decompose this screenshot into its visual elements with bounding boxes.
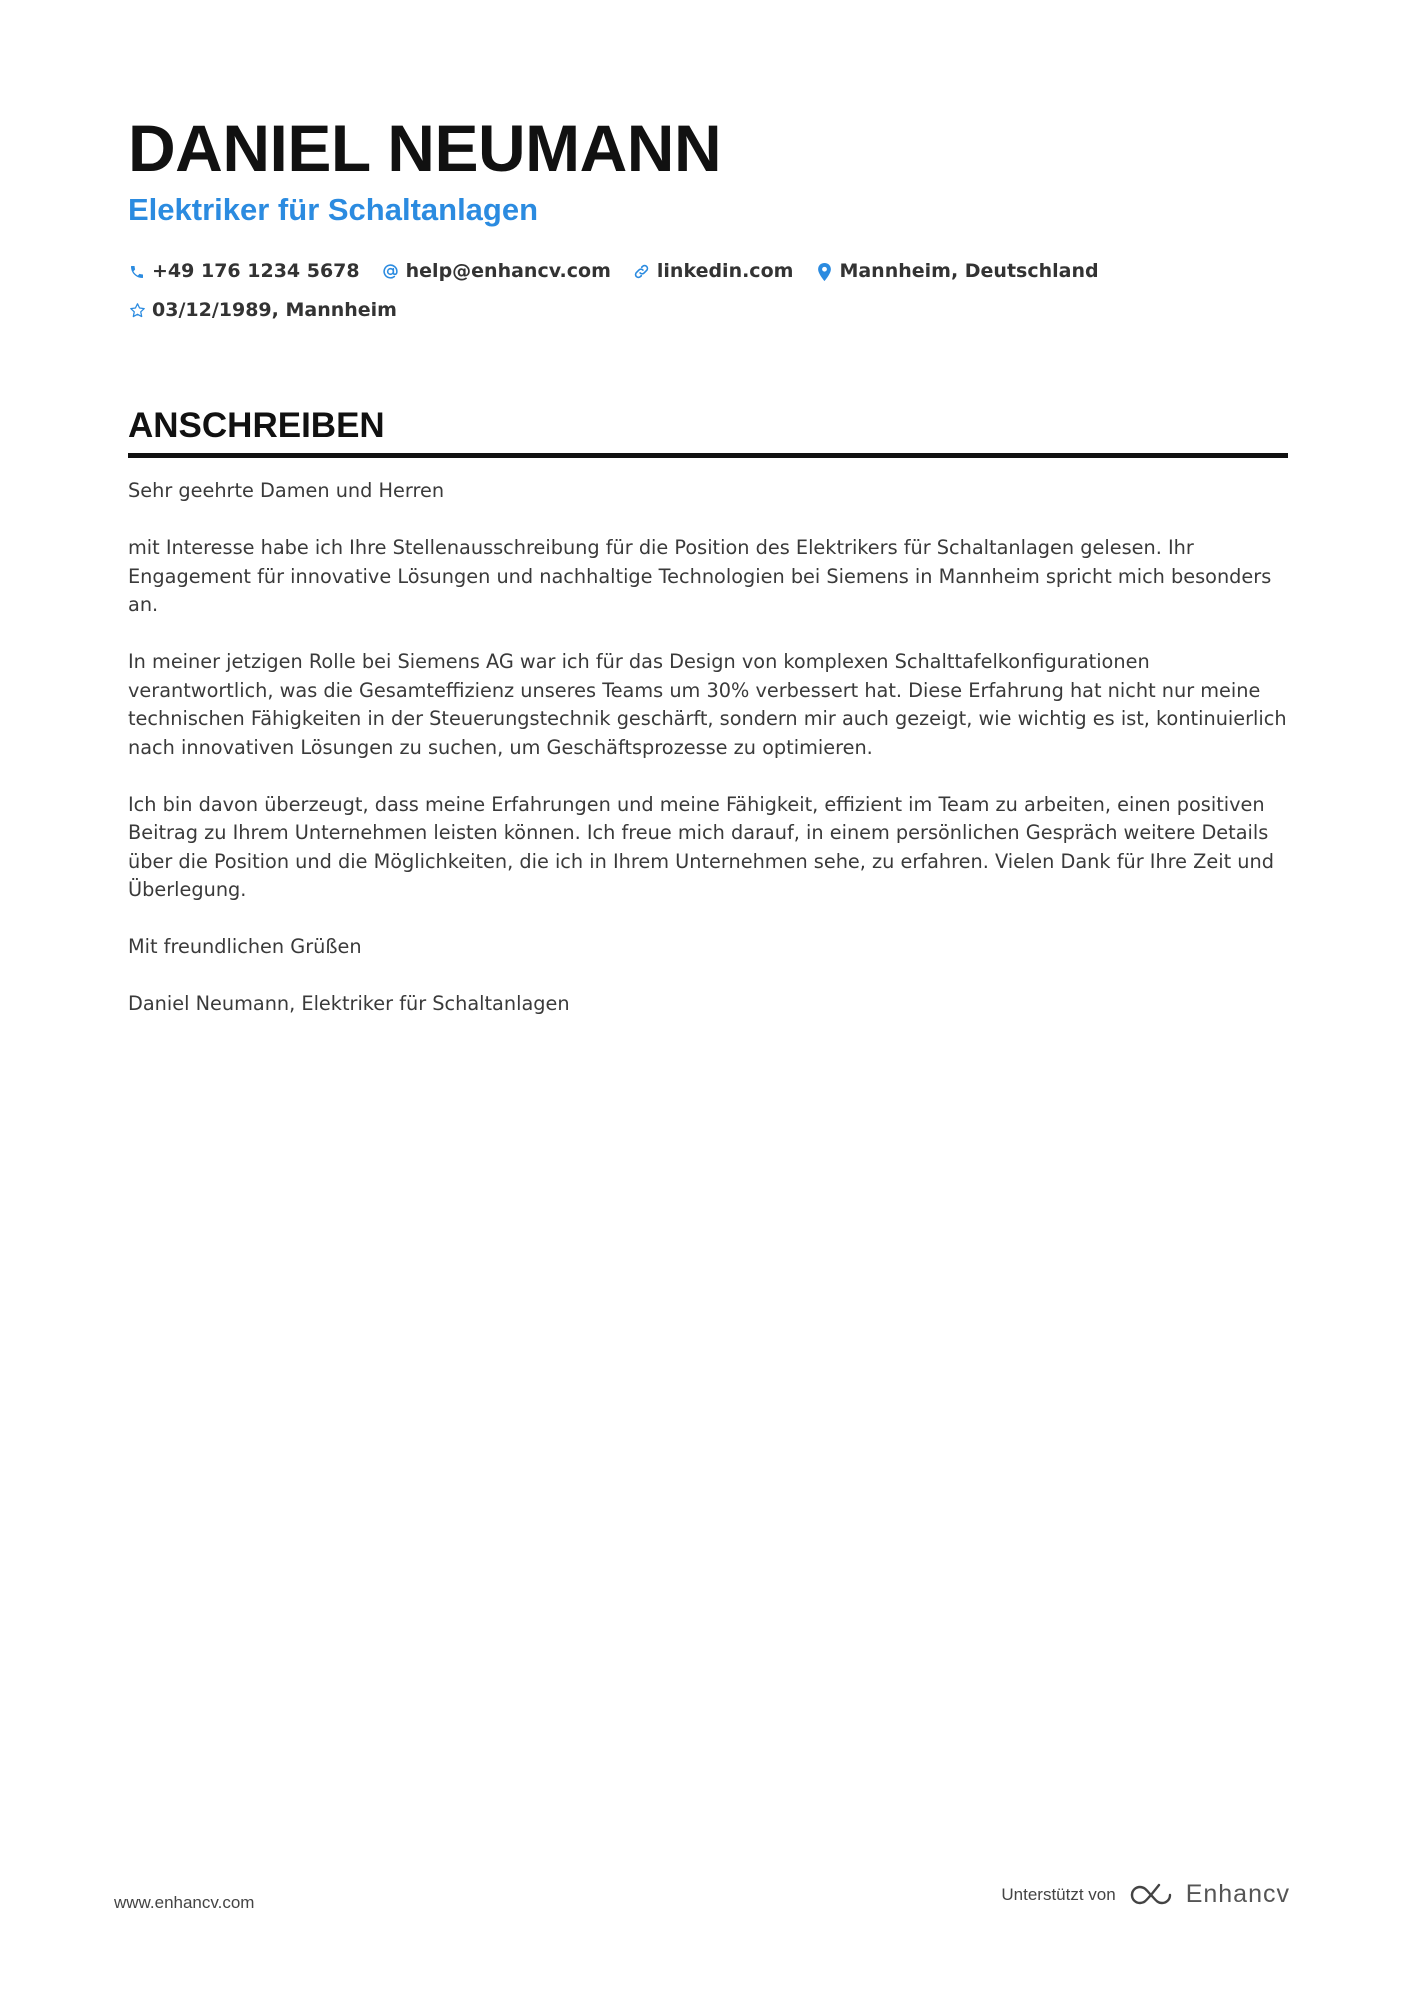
contact-birth-text: 03/12/1989, Mannheim [152,299,397,321]
letter-salutation: Sehr geehrte Damen und Herren [128,479,445,502]
header [128,108,1288,330]
job-title: Elektriker für Schaltanlagen [128,192,539,227]
contact-email-text: help@enhancv.com [405,260,611,282]
letter-closing: Mit freundlichen Grüßen [128,935,362,958]
footer-branding[interactable] [1001,1880,1290,1909]
letter-paragraph: Ich bin davon überzeugt, dass meine Erfahrungen und meine Fähigkeit, effizient im Team zu arbeiten, einen positiven Beitrag zu Ihrem Unternehmen leisten können. Ich freue mich darauf, in einem persönlichen Gespräch weitere Details über die Position und die Möglichkeiten, die ich in Ihrem Unternehmen sehe, zu erfahren. Vielen Dank für Ihre Zeit und Überlegung. [128,792,1274,901]
contact-linkedin[interactable] [633,252,794,291]
location-pin-icon [815,263,833,281]
contact-list [128,252,1288,330]
star-icon [128,302,146,320]
link-icon [633,263,651,281]
contact-birth [128,291,397,330]
candidate-name: DANIEL NEUMANN [128,111,722,185]
letter-signature: Daniel Neumann, Elektriker für Schaltanlagen [128,992,570,1015]
contact-phone[interactable] [128,252,360,291]
powered-by-label: Unterstützt von [1001,1884,1116,1904]
letter-body [128,477,1288,1047]
contact-location [815,252,1098,291]
at-icon [382,263,400,281]
brand-name: Enhancv [1185,1880,1290,1908]
letter-paragraph: mit Interesse habe ich Ihre Stellenausschreibung für die Position des Elektrikers für Schaltanlagen gelesen. Ihr Engagement für innovative Lösungen und nachhaltige Technologien bei Siemens in Mannheim spricht mich besonders an. [128,536,1272,616]
section-title-anschreiben: ANSCHREIBEN [128,403,1288,458]
footer-website-link[interactable]: www.enhancv.com [114,1893,255,1912]
contact-email[interactable] [382,252,611,291]
phone-icon [128,263,146,281]
contact-location-text: Mannheim, Deutschland [839,260,1099,282]
contact-linkedin-text: linkedin.com [656,260,794,282]
enhancv-logo-icon [1128,1881,1174,1909]
contact-phone-text: +49 176 1234 5678 [152,260,360,282]
letter-paragraph: In meiner jetzigen Rolle bei Siemens AG war ich für das Design von komplexen Schalttafelkonfigurationen verantwortlich, was die Gesamteffizienz unseres Teams um 30% verbessert hat. Diese Erfahrung hat nicht nur meine technischen Fähigkeiten in der Steuerungstechnik geschärft, sondern mir auch gezeigt, wie wichtig es ist, kontinuierlich nach innovativen Lösungen zu suchen, um Geschäftsprozesse zu optimieren. [128,650,1287,759]
